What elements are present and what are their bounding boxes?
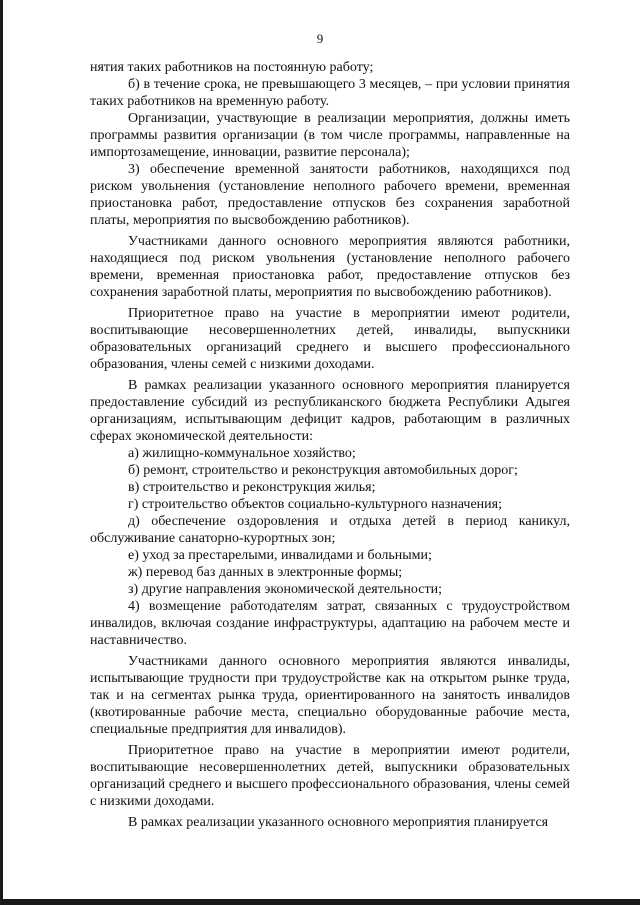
- paragraph: д) обеспечение оздоровления и отдыха детей в период каникул, обслуживание санаторно-курортных зон;: [90, 514, 570, 546]
- paragraph: б) ремонт, строительство и реконструкция автомобильных дорог;: [128, 463, 518, 478]
- paragraph: е) уход за престарелыми, инвалидами и больными;: [128, 548, 432, 563]
- paragraph: В рамках реализации указанного основного мероприятия планируется предоставление субсидий из республиканского бюджета Республики Адыгея организациям, испытывающим дефицит кадров, работающим в различных сферах экономической деятельности:: [90, 378, 570, 444]
- paragraph: ж) перевод баз данных в электронные формы;: [128, 565, 403, 580]
- paragraph: 3) обеспечение временной занятости работников, находящихся под риском увольнения (установление неполного рабочего времени, временная приостановка работ, предоставление отпусков без сохранения заработной платы, мероприятия по высвобождению работников).: [90, 162, 570, 228]
- paragraph: з) другие направления экономической деятельности;: [128, 582, 442, 597]
- document-body: [90, 59, 570, 831]
- scan-bottom-edge: [0, 899, 640, 905]
- paragraph: В рамках реализации указанного основного мероприятия планируется: [128, 815, 549, 830]
- paragraph: Приоритетное право на участие в мероприятии имеют родители, воспитывающие несовершеннолетних детей, инвалиды, выпускники образовательных организаций среднего и высшего профессионального образования, члены семей с низкими доходами.: [90, 306, 570, 372]
- scan-left-edge: [0, 0, 3, 905]
- paragraph: б) в течение срока, не превышающего 3 месяцев, – при условии принятия таких работников на временную работу.: [90, 77, 570, 109]
- paragraph: Участниками данного основного мероприятия являются работники, находящиеся под риском увольнения (установление неполного рабочего времени, временная приостановка работ, предоставление отпусков без сохранения заработной платы, мероприятия по высвобождению работников).: [90, 234, 570, 300]
- paragraph: в) строительство и реконструкция жилья;: [128, 480, 376, 495]
- paragraph: Участниками данного основного мероприятия являются инвалиды, испытывающие трудности при трудоустройстве как на открытом рынке труда, так и на сегментах рынка труда, ориентированного на занятость инвалидов (квотированные рабочие места, специально оборудованные рабочие места, специальные предприятия для инвалидов).: [90, 654, 570, 737]
- paragraph: нятия таких работников на постоянную работу;: [90, 60, 374, 75]
- paragraph: г) строительство объектов социально-культурного назначения;: [128, 497, 502, 512]
- paragraph: 4) возмещение работодателям затрат, связанных с трудоустройством инвалидов, включая создание инфраструктуры, адаптацию на рабочем месте и наставничество.: [90, 599, 570, 648]
- page-number: 9: [316, 31, 324, 46]
- paragraph: Организации, участвующие в реализации мероприятия, должны иметь программы развития организации (в том числе программы, направленные на импортозамещение, инновации, развитие персонала);: [90, 111, 570, 160]
- paragraph: а) жилищно-коммунальное хозяйство;: [128, 446, 356, 461]
- paragraph: Приоритетное право на участие в мероприятии имеют родители, воспитывающие несовершеннолетних детей, выпускники образовательных организаций среднего и высшего профессионального образования, члены семей с низкими доходами.: [90, 743, 570, 809]
